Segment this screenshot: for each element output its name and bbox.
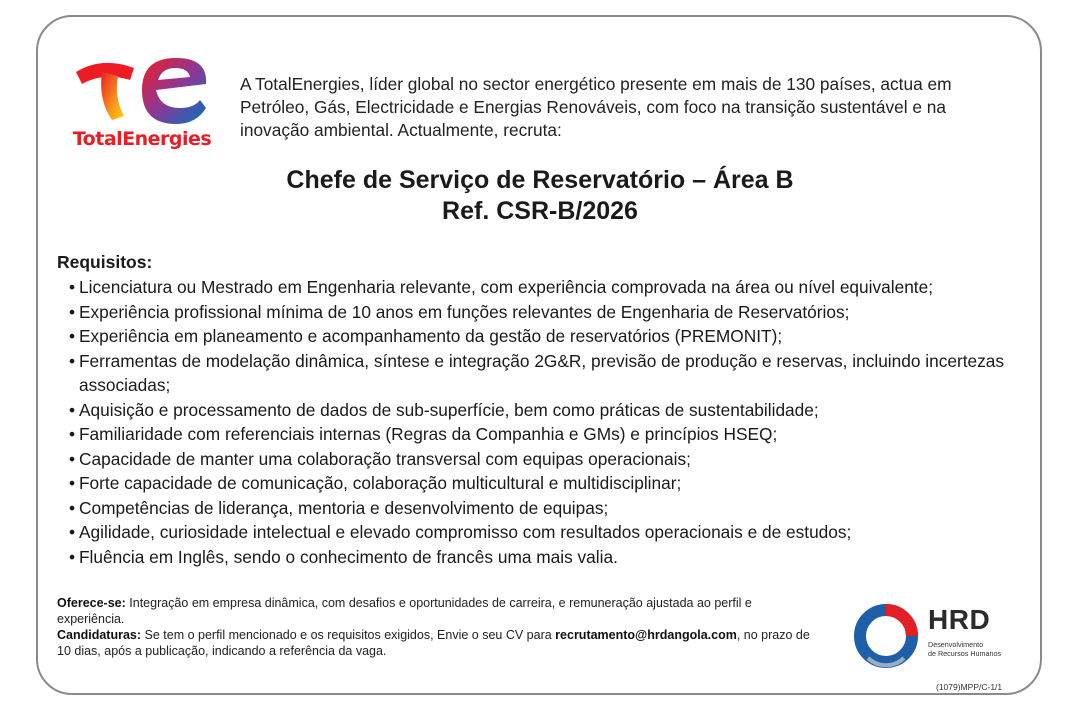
job-title-block (0, 165, 1080, 227)
totalenergies-emblem-icon (72, 50, 212, 130)
offer-label: Oferece-se: (57, 596, 126, 610)
hrd-logo (848, 596, 1028, 676)
list-item: • Ferramentas de modelação dinâmica, síntese e integração 2G&R, previsão de produção e reservas, incluindo incertezas associadas; (57, 349, 1032, 398)
hrd-subtitle (928, 640, 1028, 658)
list-item: • Fluência em Inglês, sendo o conhecimento de francês uma mais valia. (57, 545, 1032, 570)
application-email-link[interactable]: recrutamento@hrdangola.com (555, 628, 737, 642)
hrd-ring-icon (848, 598, 924, 674)
list-item: • Familiaridade com referenciais internas (Regras da Companhia e GMs) e princípios HSEQ; (57, 422, 1032, 447)
offer-text: Integração em empresa dinâmica, com desafios e oportunidades de carreira, e remuneração ajustada ao perfil e experiência. (57, 596, 752, 626)
offer-paragraph (57, 595, 817, 627)
list-item: • Licenciatura ou Mestrado em Engenharia relevante, com experiência comprovada na área ou nível equivalente; (57, 275, 1032, 300)
list-item: • Aquisição e processamento de dados de sub-superfície, bem como práticas de sustentabilidade; (57, 398, 1032, 423)
list-item: • Experiência em planeamento e acompanhamento da gestão de reservatórios (PREMONIT); (57, 324, 1032, 349)
list-item: • Capacidade de manter uma colaboração transversal com equipas operacionais; (57, 447, 1032, 472)
totalenergies-logo (72, 50, 212, 158)
list-item: • Competências de liderança, mentoria e desenvolvimento de equipas; (57, 496, 1032, 521)
applications-label: Candidaturas: (57, 628, 142, 642)
applications-text: Se tem o perfil mencionado e os requisitos exigidos, Envie o seu CV para (141, 628, 556, 642)
intro-paragraph (240, 73, 1030, 142)
applications-text-after: , no prazo de 10 dias, após a publicação, indicando a referência da vaga. (57, 628, 810, 658)
list-item: • Experiência profissional mínima de 10 anos em funções relevantes de Engenharia de Reservatórios; (57, 300, 1032, 325)
list-item: • Forte capacidade de comunicação, colaboração multicultural e multidisciplinar; (57, 471, 1032, 496)
applications-paragraph (57, 627, 817, 659)
hrd-subtitle-line: de Recursos Humanos (928, 649, 1002, 658)
list-item: • Agilidade, curiosidade intelectual e elevado compromisso com resultados operacionais e de estudos; (57, 520, 1032, 545)
requirements-list (57, 275, 1032, 569)
intro-line: Petróleo, Gás, Electricidade e Energias Renováveis, com foco na transição sustentável e na (240, 97, 947, 117)
job-reference: Ref. CSR-B/2026 (442, 197, 638, 225)
intro-line: inovação ambiental. Actualmente, recruta: (240, 120, 562, 140)
job-title: Chefe de Serviço de Reservatório – Área B (286, 166, 794, 194)
brand-name: TotalEnergies (72, 128, 212, 150)
hrd-name: HRD (928, 604, 991, 635)
requirements-heading: Requisitos: (57, 252, 153, 272)
hrd-subtitle-line: Desenvolvimento (928, 640, 984, 649)
intro-line: A TotalEnergies, líder global no sector energético presente em mais de 130 países, actua em (240, 74, 952, 94)
offer-section (57, 595, 817, 659)
publication-code: (1079)MPP/C-1/1 (936, 682, 1003, 692)
